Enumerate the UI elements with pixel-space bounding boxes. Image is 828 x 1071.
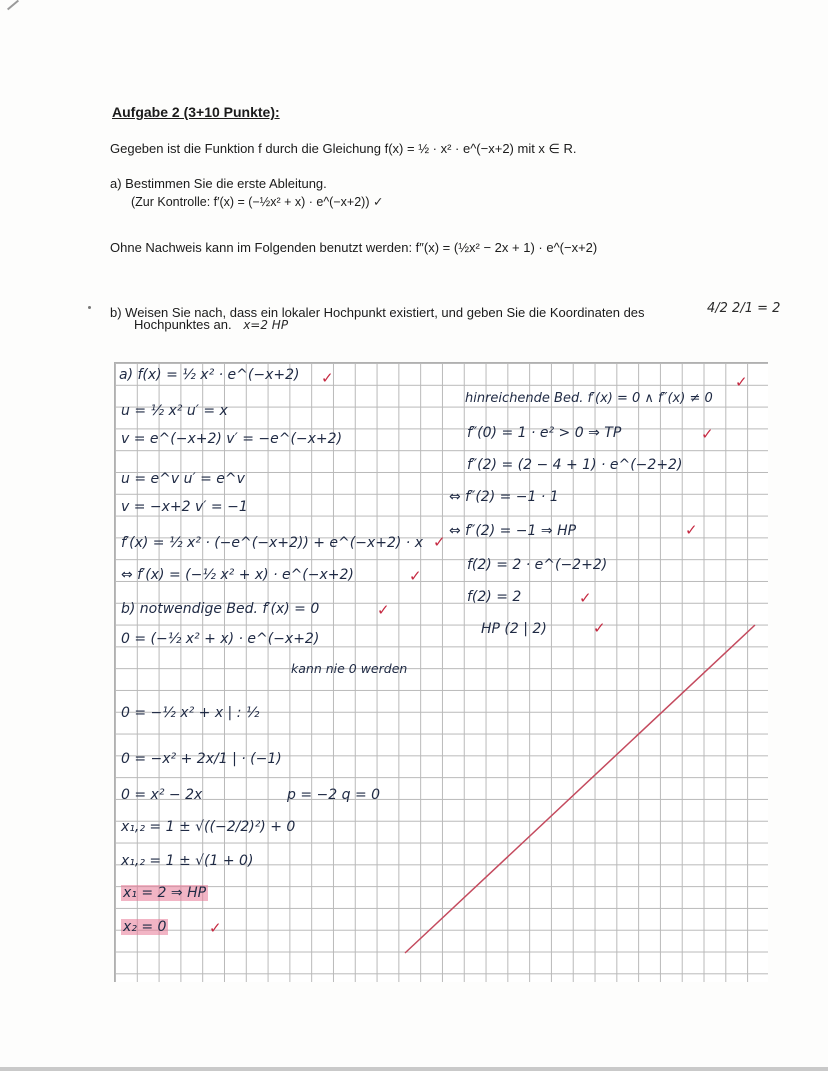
- corner-mark: [7, 0, 19, 10]
- sol-line: f″(0) = 1 · e² > 0 ⇒ TP: [467, 425, 622, 441]
- task-part-a: a) Bestimmen Sie die erste Ableitung.: [110, 176, 327, 191]
- task-check-mark: ✓: [372, 194, 384, 209]
- task-part-b-line2: [134, 317, 288, 332]
- sol-line: p = −2 q = 0: [287, 787, 381, 803]
- grid-paper-solution: [114, 362, 768, 982]
- sol-line: 0 = x² − 2x: [121, 787, 203, 803]
- sol-line: v = e^(−x+2) v′ = −e^(−x+2): [121, 431, 343, 447]
- margin-note: 4/2 2/1 = 2: [707, 301, 781, 316]
- sol-line: ⇔ f″(2) = −1 ⇒ HP: [449, 523, 577, 539]
- highlight-x2: x₂ = 0: [123, 919, 167, 935]
- correction-check-icon: ✓: [593, 619, 606, 637]
- sol-line: ⇔ f′(x) = (−½ x² + x) · e^(−x+2): [121, 567, 354, 583]
- task-part-a-check-text: (Zur Kontrolle: f′(x) = (−½x² + x) · e^(−x+2)): [131, 195, 370, 209]
- sol-line: 0 = (−½ x² + x) · e^(−x+2): [121, 631, 320, 647]
- sol-line: x₁,₂ = 1 ± √((−2/2)²) + 0: [121, 819, 296, 835]
- bullet-dot: [88, 306, 91, 309]
- sol-line: x₁,₂ = 1 ± √(1 + 0): [121, 853, 254, 869]
- task-title: Aufgabe 2 (3+10 Punkte):: [112, 104, 280, 120]
- task-part-b-line2-text: Hochpunktes an.: [134, 317, 232, 332]
- sol-line: f(2) = 2 · e^(−2+2): [467, 557, 608, 573]
- task-given: Gegeben ist die Funktion f durch die Gleichung f(x) = ½ · x² · e^(−x+2) mit x ∈ R.: [110, 141, 577, 156]
- correction-check-icon: ✓: [209, 919, 222, 937]
- sol-line: a) f(x) = ½ x² · e^(−x+2): [119, 367, 300, 383]
- correction-check-icon: ✓: [579, 589, 592, 607]
- task-info: Ohne Nachweis kann im Folgenden benutzt werden: f″(x) = (½x² − 2x + 1) · e^(−x+2): [110, 240, 598, 255]
- task-part-a-check: [131, 194, 383, 209]
- task-part-b-note: x=2 HP: [243, 318, 289, 332]
- sol-line: 0 = −x² + 2x/1 | · (−1): [121, 751, 282, 767]
- sol-line: kann nie 0 werden: [291, 661, 408, 676]
- task-part-b-line1: b) Weisen Sie nach, dass ein lokaler Hochpunkt existiert, und geben Sie die Koordinaten des: [110, 305, 645, 320]
- sol-line: u = ½ x² u′ = x: [121, 403, 228, 419]
- sol-line: HP (2 | 2): [481, 621, 547, 637]
- strike-line: [115, 363, 769, 983]
- correction-check-icon: ✓: [409, 567, 422, 585]
- correction-check-icon: ✓: [701, 425, 714, 443]
- sol-line: u = e^v u′ = e^v: [121, 471, 245, 487]
- correction-check-icon: ✓: [433, 533, 446, 551]
- page-edge: [0, 1067, 828, 1071]
- correction-check-icon: ✓: [377, 601, 390, 619]
- sol-line: b) notwendige Bed. f′(x) = 0: [121, 601, 320, 617]
- sol-line: f(2) = 2: [467, 589, 522, 605]
- sol-line: hinreichende Bed. f′(x) = 0 ∧ f″(x) ≠ 0: [465, 391, 713, 406]
- sol-line: 0 = −½ x² + x | : ½: [121, 705, 260, 721]
- correction-check-icon: ✓: [321, 369, 334, 387]
- sol-line: v = −x+2 v′ = −1: [121, 499, 248, 515]
- sol-line: f″(2) = (2 − 4 + 1) · e^(−2+2): [467, 457, 683, 473]
- sol-line: ⇔ f″(2) = −1 · 1: [449, 489, 559, 505]
- sol-line: f′(x) = ½ x² · (−e^(−x+2)) + e^(−x+2) · x: [121, 535, 423, 551]
- highlight-x1: x₁ = 2 ⇒ HP: [123, 885, 207, 901]
- correction-check-icon: ✓: [685, 521, 698, 539]
- correction-check-icon: ✓: [735, 373, 748, 391]
